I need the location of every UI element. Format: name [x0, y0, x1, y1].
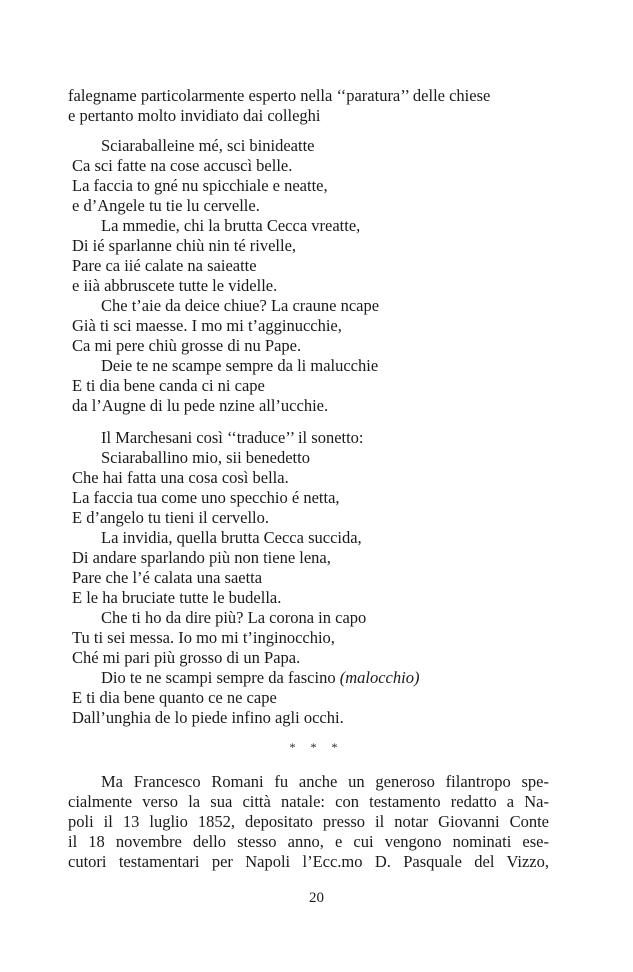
sonnet-line: La faccia to gné nu spicchiale e neatte, — [72, 176, 328, 195]
translation-line — [101, 668, 419, 688]
translation-line: La faccia tua come uno specchio é netta, — [72, 488, 340, 507]
translation-line: Dall’unghia de lo piede infino agli occhi. — [72, 708, 344, 727]
closing-line: cutori testamentari per Napoli l’Ecc.mo D. Pasquale del Vizzo, — [68, 852, 549, 871]
sonnet-line: Sciaraballeine mé, sci binideatte — [101, 136, 315, 155]
translation-line: E ti dia bene quanto ce ne cape — [72, 688, 277, 707]
intro-line: e pertanto molto invidiato dai colleghi — [68, 106, 321, 125]
translation-line: E le ha bruciate tutte le budella. — [72, 588, 282, 607]
translation-line: La invidia, quella brutta Cecca succida, — [101, 528, 362, 547]
sonnet-line: Già ti sci maesse. I mo mi t’agginucchie, — [72, 316, 342, 335]
translation-line: Che ti ho da dire più? La corona in capo — [101, 608, 367, 627]
closing-line: cialmente verso la sua città natale: con testamento redatto a Na- — [68, 792, 549, 811]
sonnet-line: da l’Augne di lu pede nzine all’ucchie. — [72, 396, 329, 415]
translation-gloss: (malocchio) — [339, 668, 420, 687]
translation-line: Che hai fatta una cosa così bella. — [72, 468, 289, 487]
translation-line: E d’angelo tu tieni il cervello. — [72, 508, 270, 527]
sonnet-line: Pare ca iié calate na saieatte — [72, 256, 257, 275]
sonnet-line: Di ié sparlanne chiù nin té rivelle, — [72, 236, 297, 255]
translation-intro: Il Marchesani così ‘‘traduce’’ il sonetto: — [101, 428, 364, 447]
translation-line-text: Dio te ne scampi sempre da fascino — [101, 668, 336, 687]
translation-line: Sciaraballino mio, sii benedetto — [101, 448, 310, 467]
intro-line: falegname particolarmente esperto nella ‘‘paratura’’ delle chiese — [68, 86, 491, 105]
sonnet-line: e d’Angele tu tie lu cervelle. — [72, 196, 260, 215]
translation-line: Pare che l’é calata una saetta — [72, 568, 263, 587]
sonnet-line: e iià abbruscete tutte le videlle. — [72, 276, 278, 295]
section-separator: * * * — [289, 740, 344, 754]
sonnet-line: Ca sci fatte na cose accuscì belle. — [72, 156, 293, 175]
closing-line: poli il 13 luglio 1852, depositato presso il notar Giovanni Conte — [68, 812, 549, 831]
sonnet-line: Deie te ne scampe sempre da li malucchie — [101, 356, 379, 375]
translation-line: Ché mi pari più grosso di un Papa. — [72, 648, 301, 667]
sonnet-line: Ca mi pere chiù grosse di nu Pape. — [72, 336, 302, 355]
sonnet-line: E ti dia bene canda ci ni cape — [72, 376, 265, 395]
closing-line: Ma Francesco Romani fu anche un generoso filantropo spe- — [101, 772, 549, 791]
translation-line: Di andare sparlando più non tiene lena, — [72, 548, 331, 567]
sonnet-line: Che t’aie da deice chiue? La craune ncape — [101, 296, 380, 315]
closing-line: il 18 novembre dello stesso anno, e cui vengono nominati ese- — [68, 832, 549, 851]
page-number: 20 — [309, 890, 324, 906]
sonnet-line: La mmedie, chi la brutta Cecca vreatte, — [101, 216, 361, 235]
translation-line: Tu ti sei messa. Io mo mi t’inginocchio, — [72, 628, 335, 647]
